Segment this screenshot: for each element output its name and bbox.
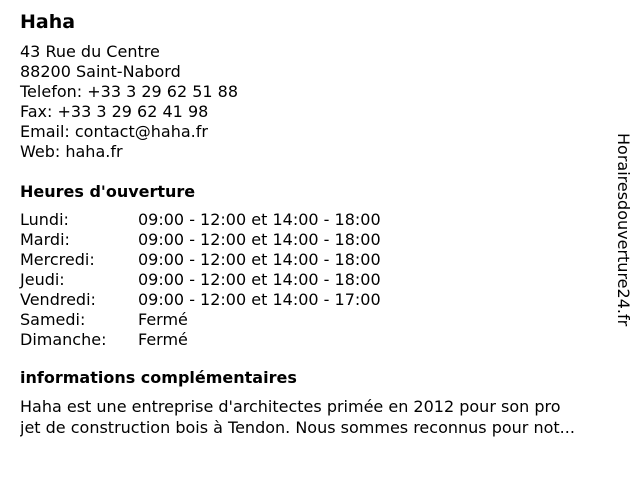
hours-row-saturday xyxy=(20,310,620,330)
hours-row-wednesday xyxy=(20,250,620,270)
day-label: Mardi: xyxy=(20,230,70,249)
hours-value: 09:00 - 12:00 et 14:00 - 18:00 xyxy=(138,250,381,269)
address-city: 88200 Saint-Nabord xyxy=(20,62,181,81)
additional-info-heading: informations complémentaires xyxy=(20,368,297,387)
hours-row-sunday xyxy=(20,330,620,350)
hours-value: 09:00 - 12:00 et 14:00 - 17:00 xyxy=(138,290,381,309)
additional-info-text xyxy=(20,396,630,438)
hours-value: 09:00 - 12:00 et 14:00 - 18:00 xyxy=(138,270,381,289)
hours-value: Fermé xyxy=(138,330,188,349)
web-line: Web: haha.fr xyxy=(20,142,123,161)
hours-row-friday xyxy=(20,290,620,310)
day-label: Samedi: xyxy=(20,310,86,329)
day-label: Mercredi: xyxy=(20,250,95,269)
contact-block xyxy=(20,42,620,162)
opening-hours-table xyxy=(20,210,620,350)
site-watermark: Horairesdouverture24.fr xyxy=(614,133,633,327)
business-name: Haha xyxy=(20,11,76,33)
email-line: Email: contact@haha.fr xyxy=(20,122,208,141)
hours-value: Fermé xyxy=(138,310,188,329)
day-label: Jeudi: xyxy=(20,270,65,289)
phone-line: Telefon: +33 3 29 62 51 88 xyxy=(20,82,239,101)
hours-value: 09:00 - 12:00 et 14:00 - 18:00 xyxy=(138,230,381,249)
day-label: Dimanche: xyxy=(20,330,107,349)
opening-hours-heading: Heures d'ouverture xyxy=(20,182,196,201)
day-label: Vendredi: xyxy=(20,290,96,309)
business-card xyxy=(20,10,620,438)
hours-row-tuesday xyxy=(20,230,620,250)
address-street: 43 Rue du Centre xyxy=(20,42,160,61)
day-label: Lundi: xyxy=(20,210,69,229)
info-line-1: Haha est une entreprise d'architectes primée en 2012 pour son pro xyxy=(20,397,561,416)
fax-line: Fax: +33 3 29 62 41 98 xyxy=(20,102,209,121)
hours-row-thursday xyxy=(20,270,620,290)
hours-row-monday xyxy=(20,210,620,230)
info-line-2: jet de construction bois à Tendon. Nous sommes reconnus pour not... xyxy=(20,418,575,437)
hours-value: 09:00 - 12:00 et 14:00 - 18:00 xyxy=(138,210,381,229)
